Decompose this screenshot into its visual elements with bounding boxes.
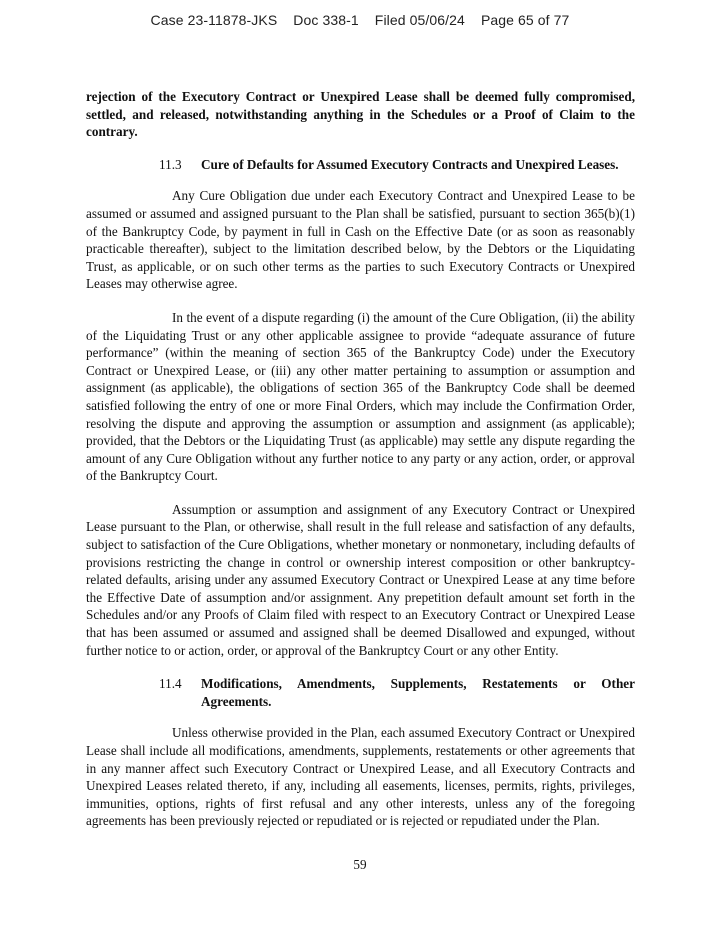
section-11-3-heading (159, 156, 635, 174)
section-title: Modifications, Amendments, Supplements, Restatements or Other Agreements. (201, 676, 635, 709)
section-11-4-heading (159, 675, 635, 710)
paragraph: Unless otherwise provided in the Plan, each assumed Executory Contract or Unexpired Lease shall include all modifications, amendments, supplements, restatements or other agreements that in any manner affect such Executory Contract or Unexpired Lease, and all Executory Contracts and Unexpired Leases related thereto, if any, including all easements, licenses, permits, rights, privileges, immunities, options, rights of first refusal and any other interests, unless any of the foregoing agreements has been previously rejected or repudiated or is rejected or repudiated under the Plan. (86, 725, 635, 829)
page-number: 59 (353, 857, 367, 872)
doc-number: Doc 338-1 (293, 12, 359, 28)
page-of-total: Page 65 of 77 (480, 12, 570, 28)
section-number: 11.3 (159, 156, 182, 172)
paragraph: Assumption or assumption and assignment of any Executory Contract or Unexpired Lease pursuant to the Plan, or otherwise, shall result in the full release and satisfaction of any defaults, subject to satisfaction of the Cure Obligations, whether monetary or nonmonetary, including defaults of provisions restricting the change in control or ownership interest composition or other bankruptcy-related defaults, arising under any assumed Executory Contract or Unexpired Lease at any time before the Effective Date of assumption and/or assignment. Any prepetition default amount set forth in the Schedules and/or any Proofs of Claim filed with respect to an Executory Contract or Unexpired Lease that has been assumed or assumed and assigned shall be deemed Disallowed and expunged, without further notice to or action, order, or approval of the Bankruptcy Court or any other Entity. (86, 501, 635, 658)
paragraph: Any Cure Obligation due under each Executory Contract and Unexpired Lease to be assumed or assumed and assigned pursuant to the Plan shall be satisfied, pursuant to section 365(b)(1) of the Bankruptcy Code, by payment in full in Cash on the Effective Date (or as soon as reasonably practicable thereafter), subject to the limitation described below, by the Debtors or the Liquidating Trust, as applicable, or on such other terms as the parties to such Executory Contracts or Unexpired Leases may otherwise agree. (86, 188, 635, 292)
continuation-paragraph: rejection of the Executory Contract or Unexpired Lease shall be deemed fully compromised, settled, and released, notwithstanding anything in the Schedules or a Proof of Claim to the contrary. (86, 89, 635, 140)
case-number: Case 23-11878-JKS (150, 12, 278, 28)
filed-date: Filed 05/06/24 (374, 12, 465, 28)
court-filing-header (0, 12, 720, 28)
paragraph: In the event of a dispute regarding (i) the amount of the Cure Obligation, (ii) the ability of the Liquidating Trust or any other applicable assignee to provide “adequate assurance of future performance” (within the meaning of section 365 of the Bankruptcy Code) under the Executory Contract or Unexpired Lease, or (iii) any other matter pertaining to assumption or assumption and assignment (as applicable), the obligations of section 365 of the Bankruptcy Code shall be deemed satisfied following the entry of one or more Final Orders, which may include the Confirmation Order, resolving the dispute and approving the assumption or assumption and assignment (as applicable); provided, that the Debtors or the Liquidating Trust (as applicable) may settle any dispute regarding the amount of any Cure Obligation without any further notice to any party or any action, order, or approval of the Bankruptcy Court. (86, 309, 635, 484)
section-number: 11.4 (159, 676, 182, 692)
document-body (86, 88, 635, 846)
section-title: Cure of Defaults for Assumed Executory Contracts and Unexpired Leases. (201, 156, 619, 172)
